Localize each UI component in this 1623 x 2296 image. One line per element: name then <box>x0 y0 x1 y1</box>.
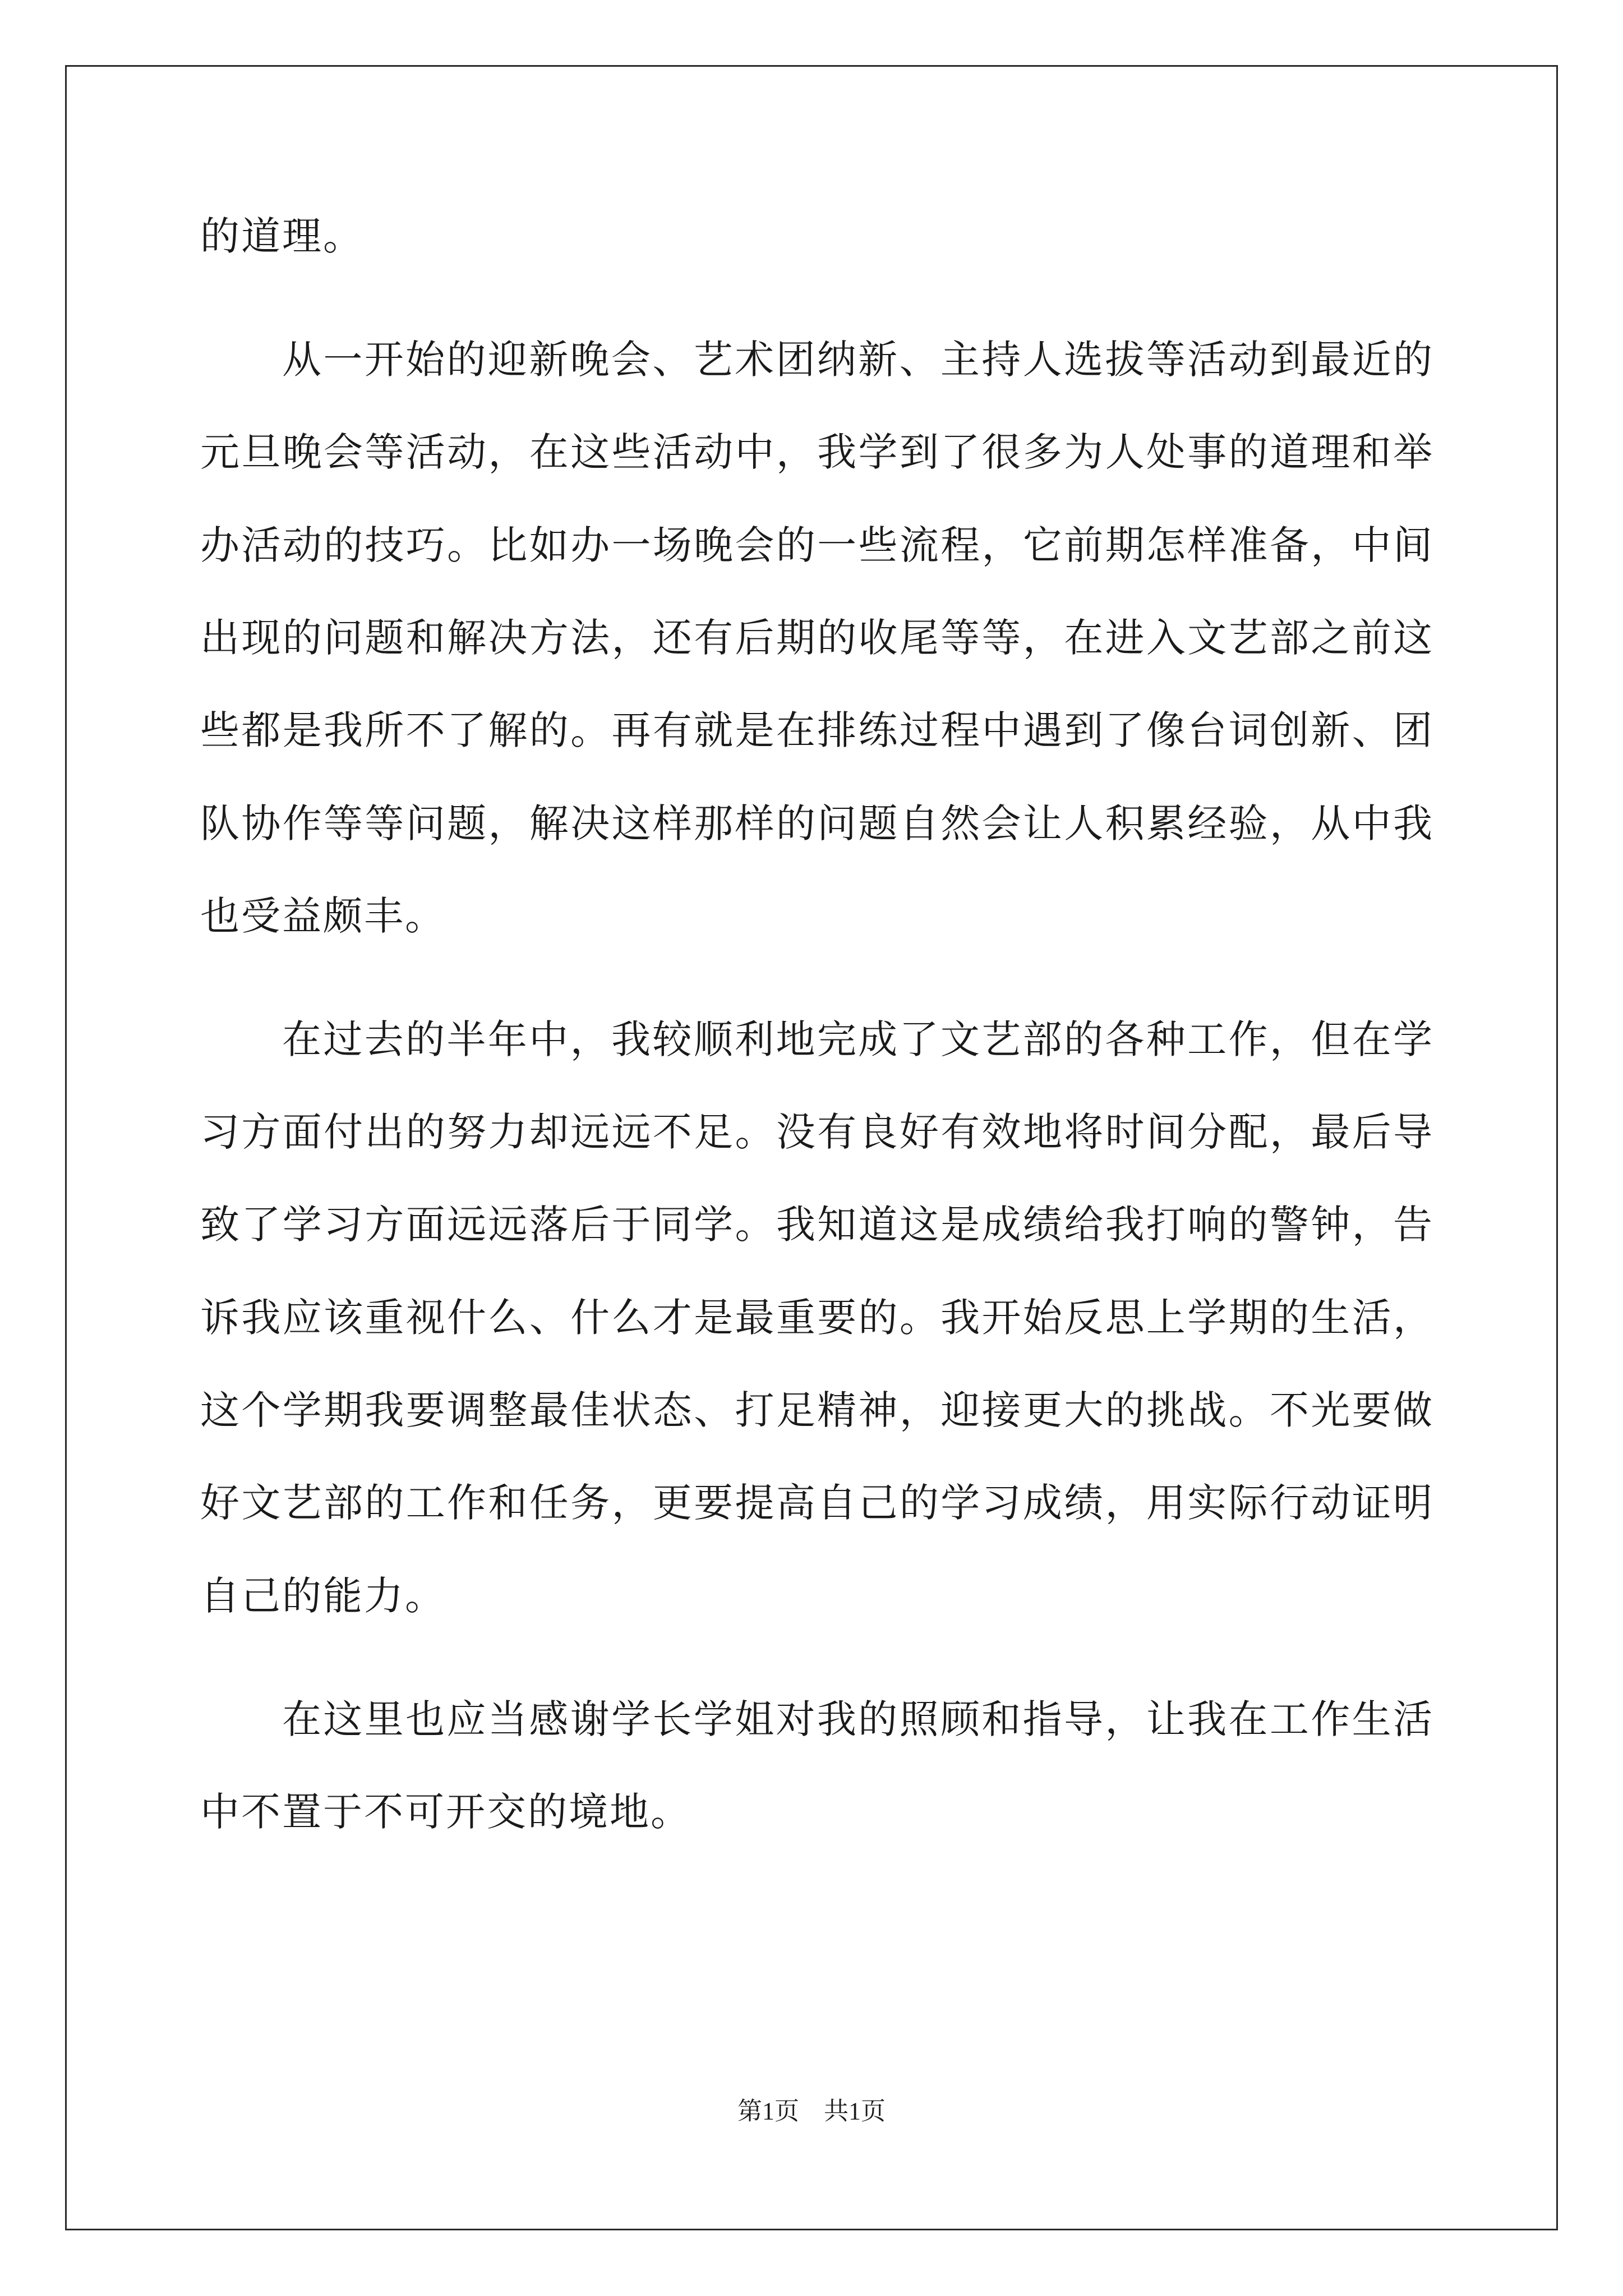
paragraph-first-line: 在这里也应当感谢学长学姐对我的照顾和指导，让我在工作生活 <box>282 1696 1434 1742</box>
text-line: 中不置于不可开交的境地。 <box>200 1789 691 1835</box>
text-line: 自己的能力。 <box>200 1573 446 1619</box>
text-line: 这个学期我要调整最佳状态、打足精神，迎接更大的挑战。不光要做 <box>200 1387 1434 1433</box>
text-line: 好文艺部的工作和任务，更要提高自己的学习成绩，用实际行动证明 <box>200 1480 1434 1526</box>
text-line: 元旦晚会等活动，在这些活动中，我学到了很多为人处事的道理和举 <box>200 429 1434 475</box>
text-line: 也受益颇丰。 <box>200 893 446 939</box>
text-line: 出现的问题和解决方法，还有后期的收尾等等，在进入文艺部之前这 <box>200 615 1434 661</box>
text-line: 的道理。 <box>200 213 364 259</box>
paragraph-first-line: 从一开始的迎新晚会、艺术团纳新、主持人选拔等活动到最近的 <box>282 337 1434 383</box>
page-number-current: 第1页 <box>737 2097 799 2125</box>
page-footer <box>0 2096 1623 2127</box>
paragraph-first-line: 在过去的半年中，我较顺利地完成了文艺部的各种工作，但在学 <box>282 1016 1434 1062</box>
page-number-total: 共1页 <box>824 2097 886 2125</box>
text-line: 致了学习方面远远落后于同学。我知道这是成绩给我打响的警钟，告 <box>200 1202 1434 1248</box>
text-line: 队协作等等问题，解决这样那样的问题自然会让人积累经验，从中我 <box>200 800 1434 846</box>
text-line: 诉我应该重视什么、什么才是最重要的。我开始反思上学期的生活， <box>200 1295 1434 1341</box>
text-line: 办活动的技巧。比如办一场晚会的一些流程，它前期怎样准备，中间 <box>200 522 1434 568</box>
text-line: 习方面付出的努力却远远不足。没有良好有效地将时间分配，最后导 <box>200 1109 1434 1155</box>
text-line: 些都是我所不了解的。再有就是在排练过程中遇到了像台词创新、团 <box>200 707 1434 753</box>
